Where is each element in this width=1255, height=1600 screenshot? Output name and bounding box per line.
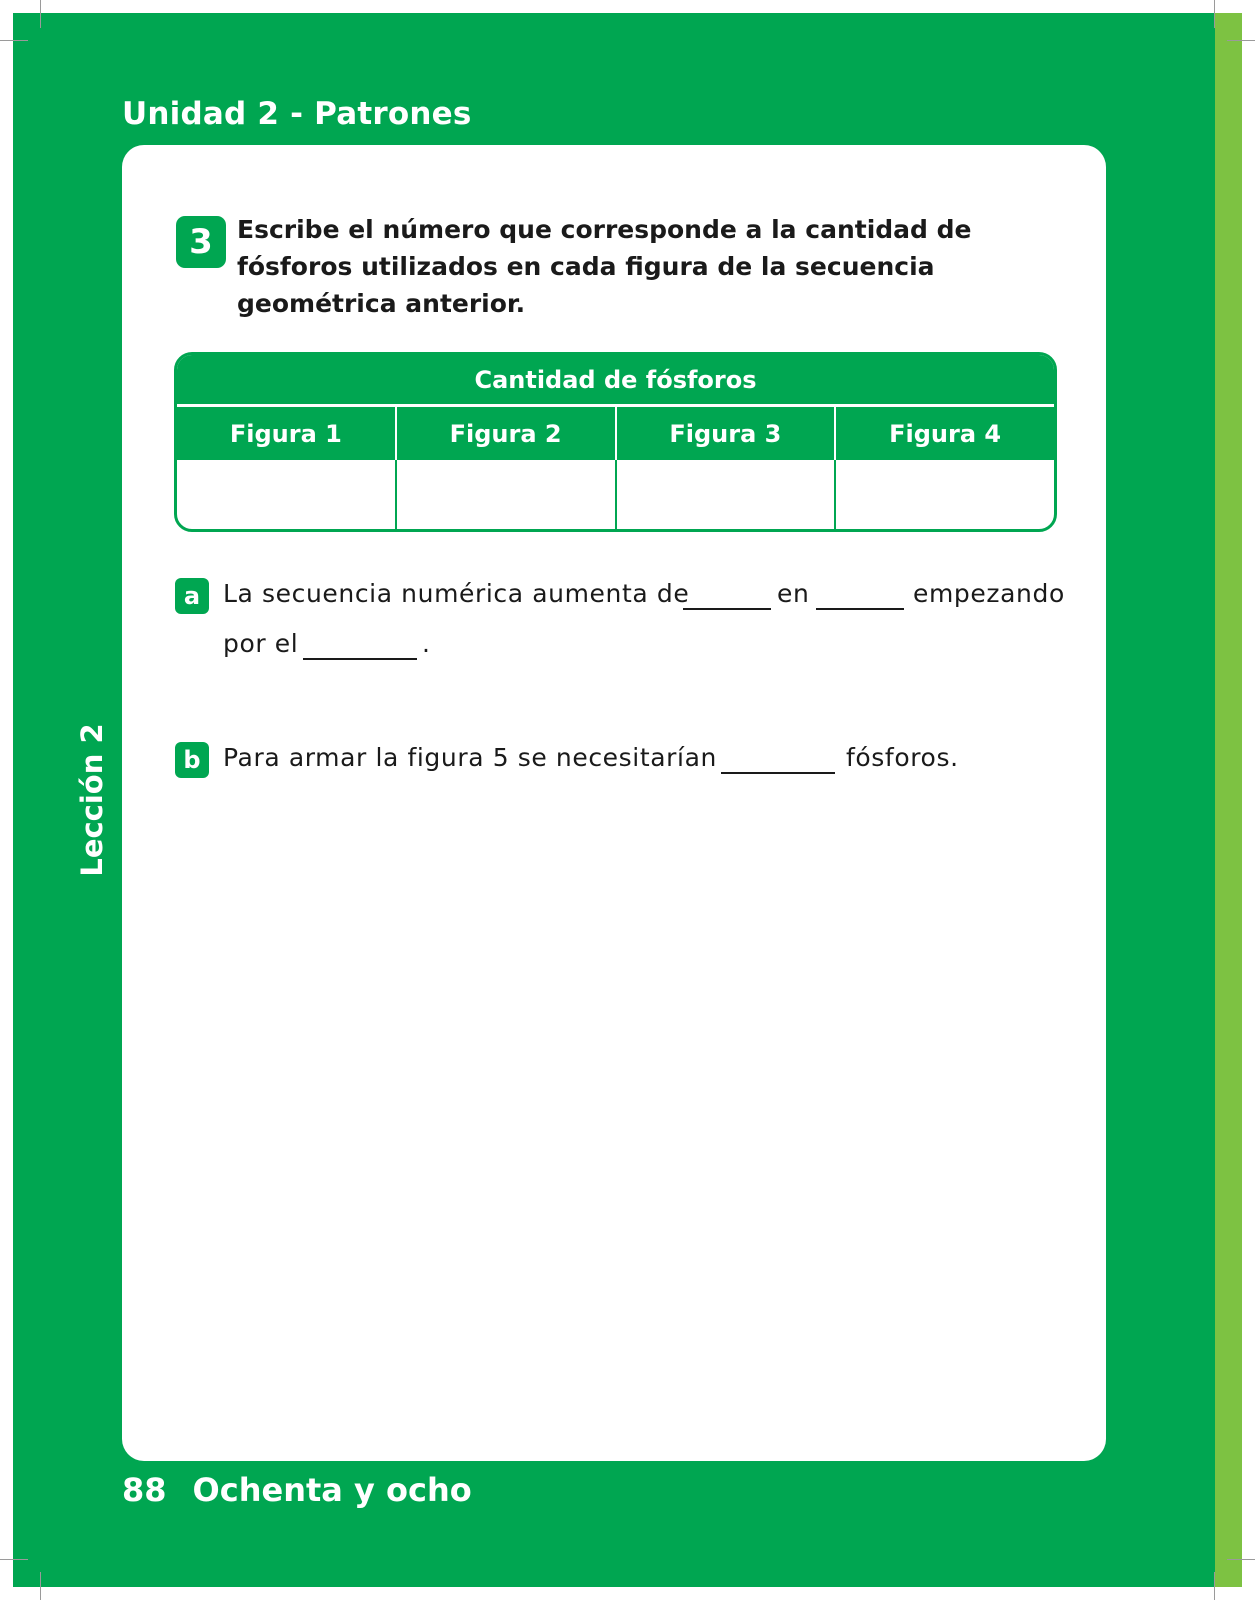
table-answer-row (177, 460, 1054, 529)
item-a-text-4: por el (223, 629, 299, 658)
matches-table (174, 352, 1057, 532)
item-a-text-1: La secuencia numérica aumenta de (223, 579, 690, 608)
answer-cell-figura-2[interactable] (397, 460, 617, 529)
crop-mark (1227, 1559, 1255, 1560)
column-header-figura-4: Figura 4 (889, 419, 1002, 448)
column-header-figura-2: Figura 2 (397, 407, 617, 460)
unit-title: Unidad 2 - Patrones (122, 96, 472, 132)
table-title: Cantidad de fósforos (177, 355, 1054, 407)
crop-mark (0, 1559, 28, 1560)
answer-cell-figura-4[interactable] (836, 460, 1054, 529)
column-header-figura-3: Figura 3 (617, 407, 837, 460)
crop-mark (1214, 0, 1215, 28)
item-a-blank-2[interactable] (816, 608, 904, 610)
side-accent-strip (1215, 13, 1242, 1587)
crop-mark (40, 1572, 41, 1600)
item-a-text-5: . (422, 629, 431, 658)
lesson-label: Lección 2 (75, 723, 109, 877)
column-header-figura-1: Figura 1 (177, 407, 397, 460)
item-a-blank-3[interactable] (303, 658, 417, 660)
content-card (122, 145, 1106, 1461)
item-a-text-3: empezando (913, 579, 1065, 608)
crop-mark (1227, 40, 1255, 41)
page-number: 88 (122, 1471, 167, 1509)
page-number-words: Ochenta y ocho (192, 1471, 472, 1509)
question-text: Escribe el número que corresponde a la cantidad de fósforos utilizados en cada figura de la secuencia geométrica anterior. (237, 215, 972, 318)
item-b-blank[interactable] (721, 772, 835, 774)
crop-mark (1214, 1572, 1215, 1600)
table-header-row (177, 407, 1054, 460)
answer-cell-figura-1[interactable] (177, 460, 397, 529)
item-b-badge: b (175, 742, 209, 778)
crop-mark (0, 40, 28, 41)
page-footer (122, 1471, 472, 1509)
item-b-text-1: Para armar la figura 5 se necesitarían (223, 743, 717, 772)
item-a-text-2: en (777, 579, 810, 608)
question-number-badge: 3 (176, 216, 226, 268)
crop-mark (40, 0, 41, 28)
item-a-badge: a (175, 578, 209, 614)
item-a-blank-1[interactable] (683, 608, 771, 610)
item-b-text-2: fósforos. (846, 743, 959, 772)
answer-cell-figura-3[interactable] (617, 460, 837, 529)
